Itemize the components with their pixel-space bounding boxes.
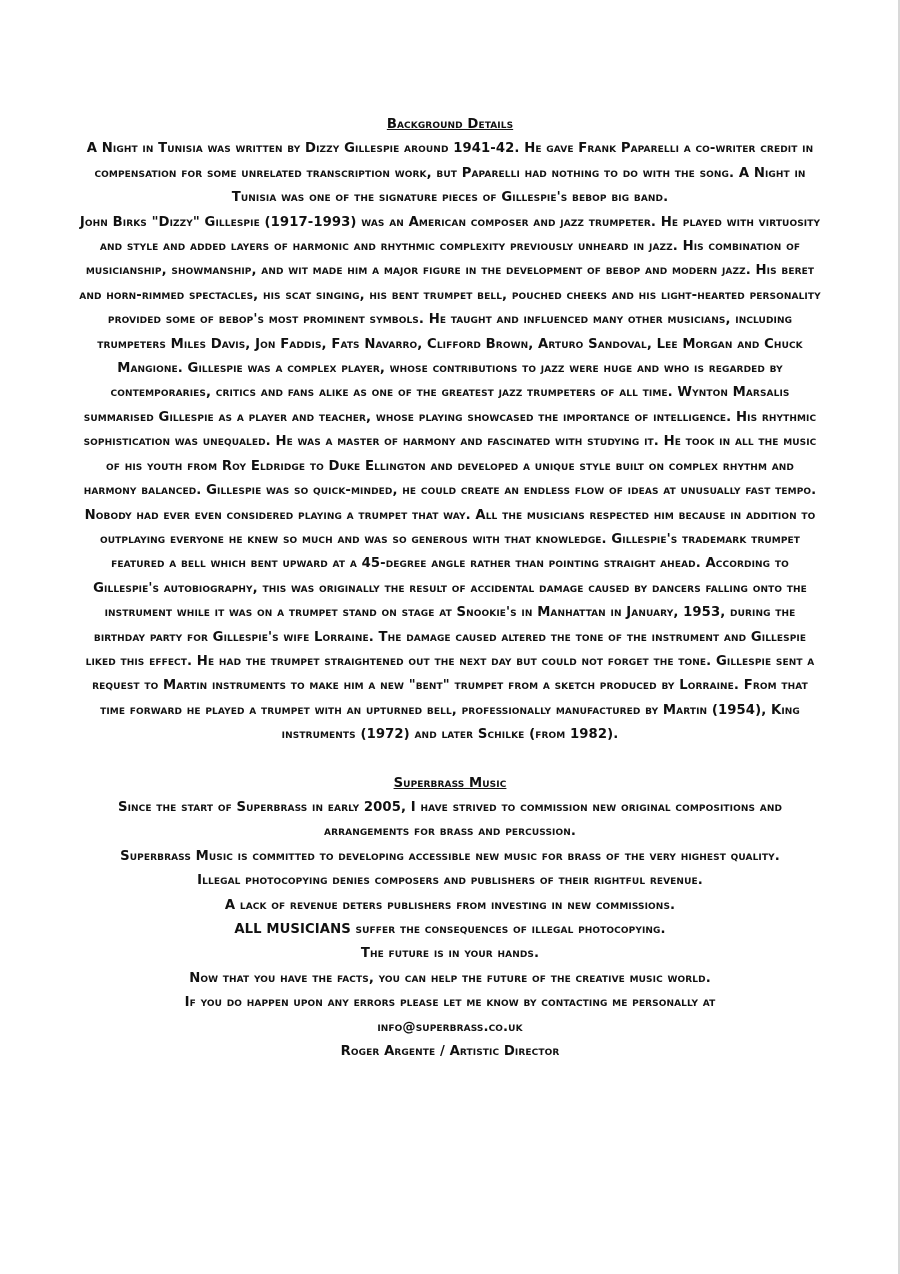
superbrass-line-5 bbox=[78, 918, 822, 942]
all-musicians-emphasis: ALL MUSICIANS bbox=[234, 922, 351, 937]
section-gap bbox=[78, 748, 822, 772]
signature: Roger Argente / Artistic Director bbox=[340, 1044, 560, 1060]
superbrass-section bbox=[78, 772, 822, 1065]
superbrass-line-1: Since the start of Superbrass in early 2005, I have strived to commission new original compositions and arrangements for brass and percussion. bbox=[117, 799, 783, 840]
superbrass-line-4: A lack of revenue deters publishers from investing in new commissions. bbox=[224, 897, 676, 913]
superbrass-line-3: Illegal photocopying denies composers and publishers of their rightful revenue. bbox=[197, 873, 703, 889]
superbrass-line-8: If you do happen upon any errors please let me know by contacting me personally at bbox=[184, 995, 716, 1011]
background-paragraph-2: John Birks "Dizzy" Gillespie (1917-1993) was an American composer and jazz trumpeter. He played with virtuosity and style and added layers of harmonic and rhythmic complexity previously unheard in jazz. His combination of musicianship, showmanship, and wit made him a major figure in the development of bebop and modern jazz. His beret and horn-rimmed spectacles, his scat singing, his bent trumpet bell, pouched cheeks and his light-hearted personality provided some of bebop's most prominent symbols. He taught and influenced many other musicians, including trumpeters Miles Davis, Jon Faddis, Fats Navarro, Clifford Brown, Arturo Sandoval, Lee Morgan and Chuck Mangione. Gillespie was a complex player, whose contributions to jazz were huge and who is regarded by contemporaries, critics and fans alike as one of the greatest jazz trumpeters of all time. Wynton Marsalis summarised Gillespie as a player and teacher, whose playing showcased the importance of intelligence. His rhythmic sophistication was unequaled. He was a master of harmony and fascinated with studying it. He took in all the music of his youth from Roy Eldridge to Duke Ellington and developed a unique style built on complex rhythm and harmony balanced. Gillespie was so quick-minded, he could create an endless flow of ideas at unusually fast tempo. Nobody had ever even considered playing a trumpet that way. All the musicians respected him because in addition to outplaying everyone he knew so much and was so generous with that knowledge. Gillespie's trademark trumpet featured a bell which bent upward at a 45-degree angle rather than pointing straight ahead. According to Gillespie's autobiography, this was originally the result of accidental damage caused by dancers falling onto the instrument while it was on a trumpet stand on stage at Snookie's in Manhattan in January, 1953, during the birthday party for Gillespie's wife Lorraine. The damage caused altered the tone of the instrument and Gillespie liked this effect. He had the trumpet straightened out the next day but could not forget the tone. Gillespie sent a request to Martin instruments to make him a new "bent" trumpet from a sketch produced by Lorraine. From that time forward he played a trumpet with an upturned bell, professionally manufactured by Martin (1954), King instruments (1972) and later Schilke (from 1982). bbox=[79, 214, 821, 743]
superbrass-line-6: The future is in your hands. bbox=[360, 946, 540, 962]
superbrass-heading: Superbrass Music bbox=[393, 775, 507, 791]
document-page bbox=[78, 113, 822, 1064]
background-section bbox=[78, 113, 822, 748]
contact-email: info@superbrass.co.uk bbox=[377, 1019, 523, 1035]
superbrass-line-7: Now that you have the facts, you can help the future of the creative music world. bbox=[189, 970, 711, 986]
background-paragraph-1: A Night in Tunisia was written by Dizzy Gillespie around 1941-42. He gave Frank Paparelli a co-writer credit in compensation for some unrelated transcription work, but Paparelli had nothing to do with the song. A Night in Tunisia was one of the signature pieces of Gillespie's bebop big band. bbox=[86, 141, 814, 206]
superbrass-line-2: Superbrass Music is committed to developing accessible new music for brass of the very highest quality. bbox=[120, 848, 780, 864]
superbrass-line-5-rest: suffer the consequences of illegal photocopying. bbox=[350, 922, 666, 937]
background-heading: Background Details bbox=[386, 117, 514, 132]
